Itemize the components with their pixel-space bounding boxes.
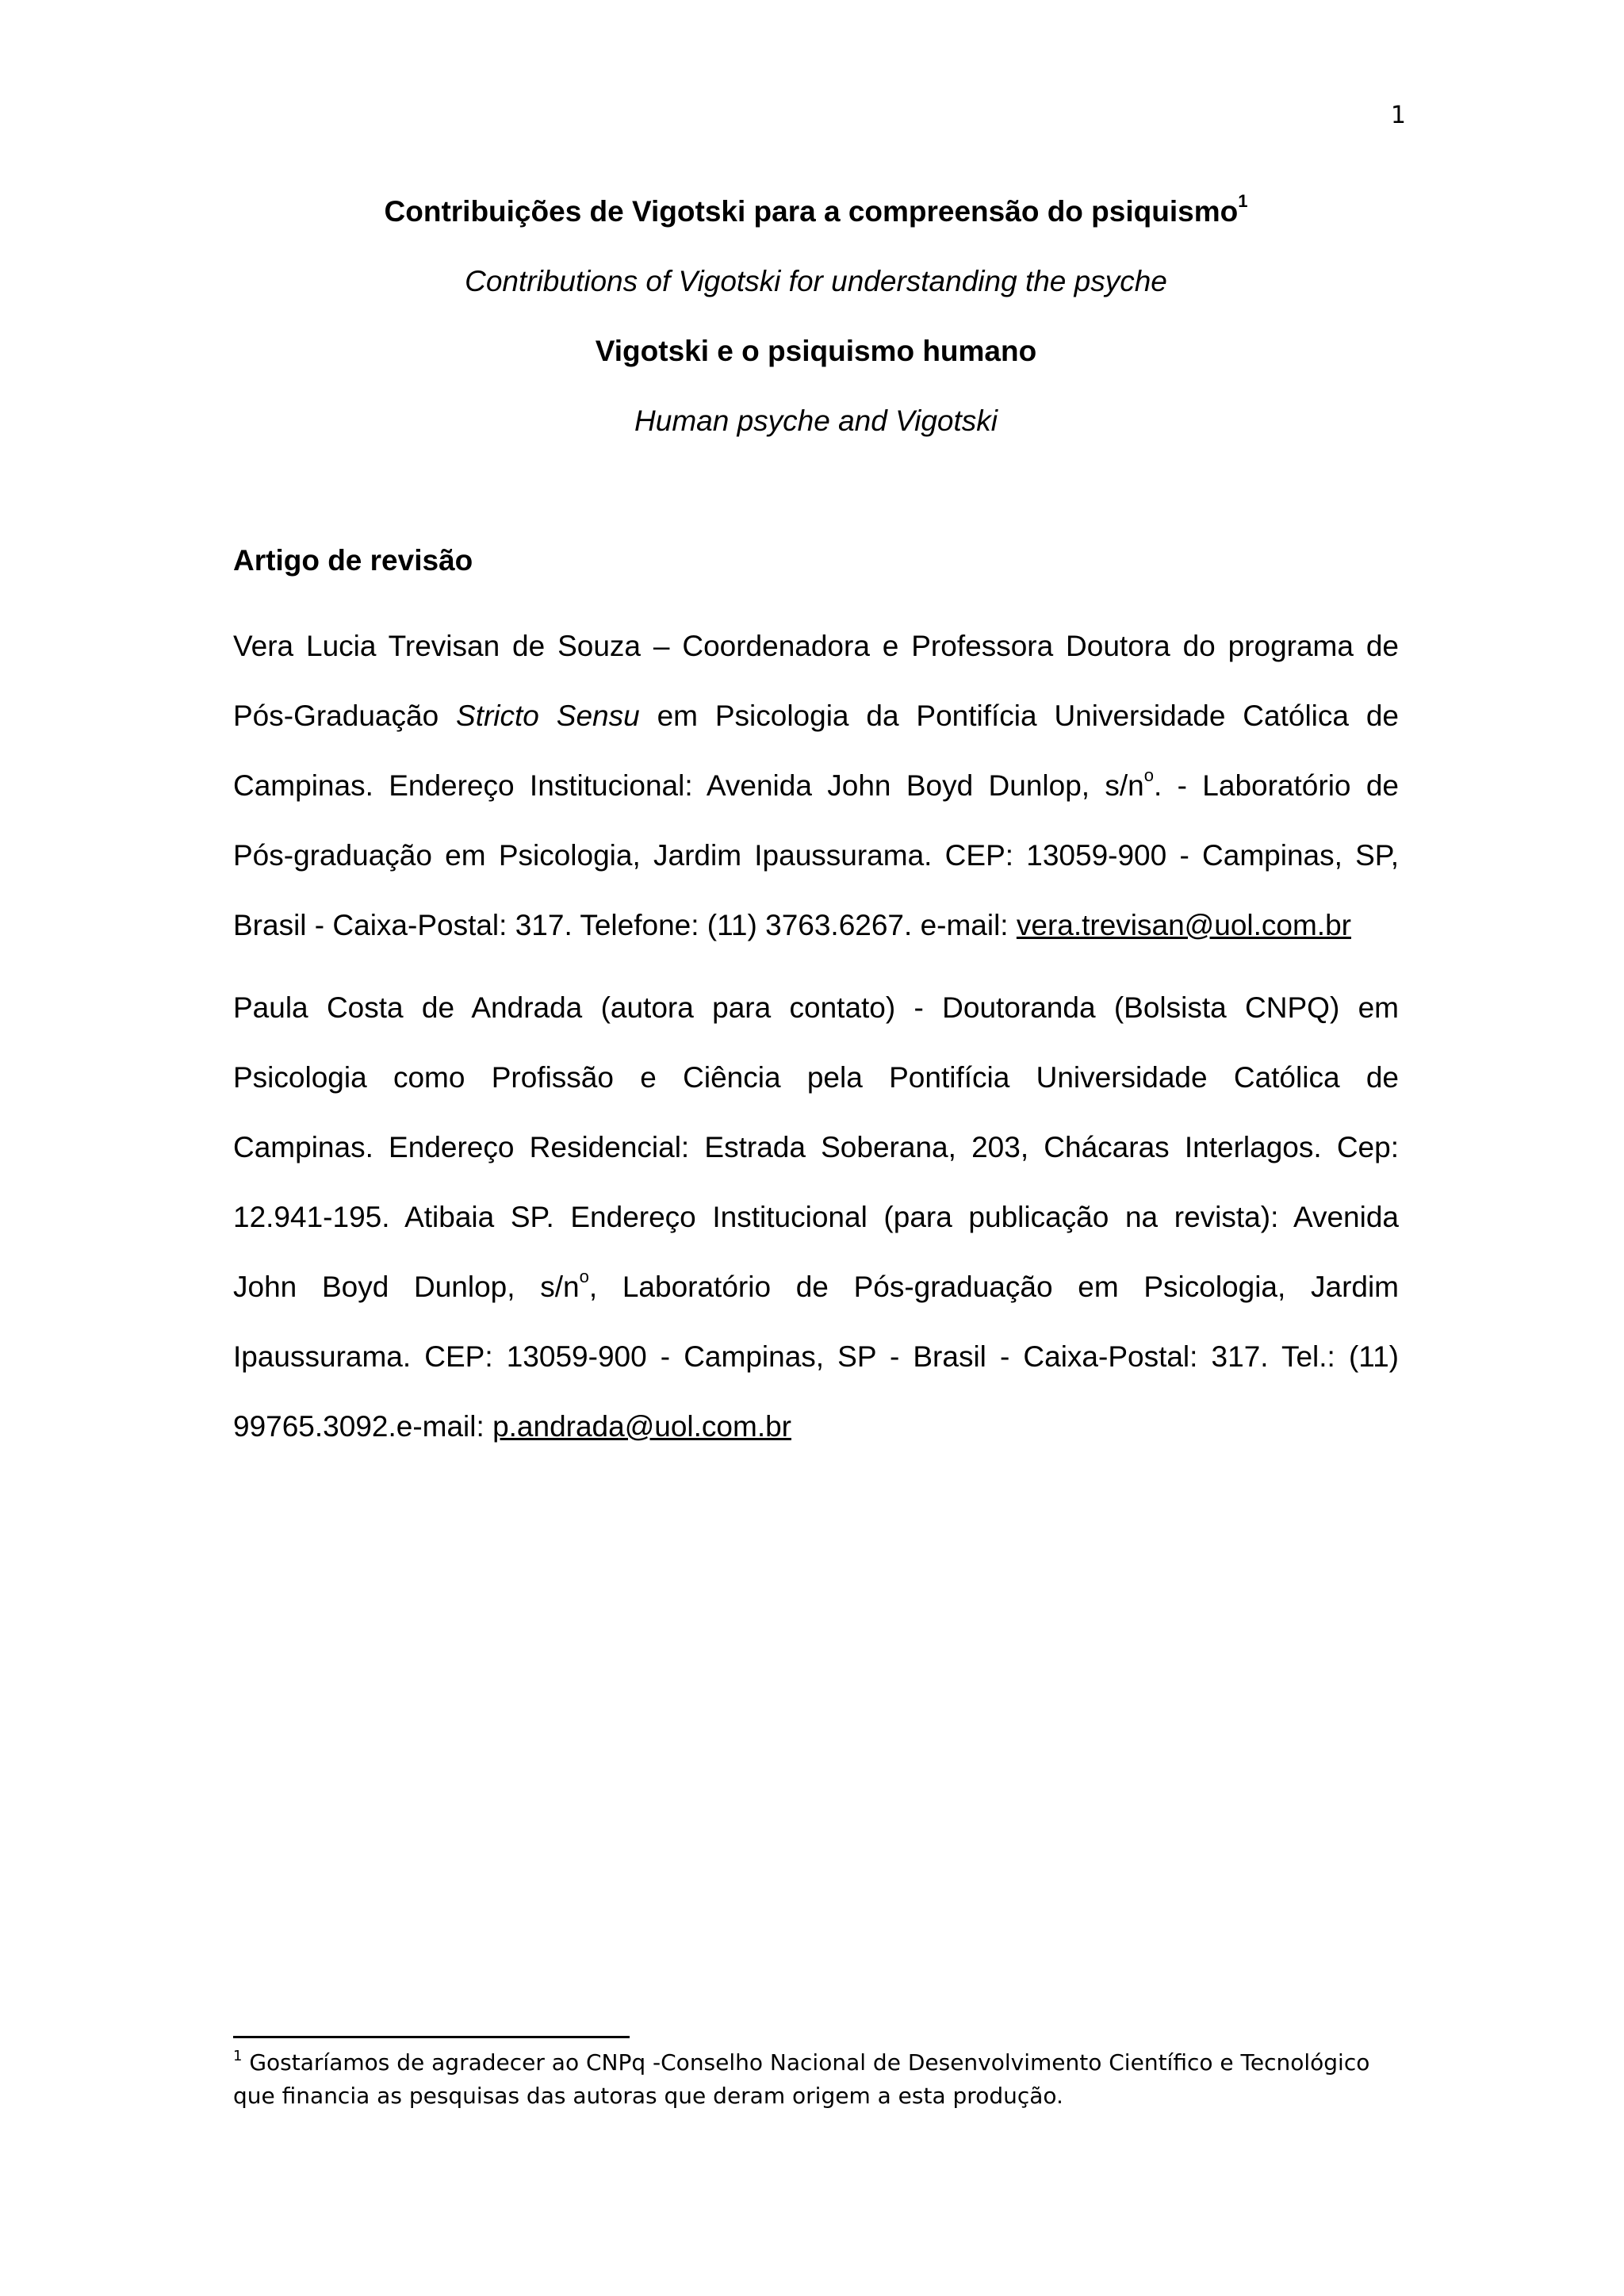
title-portuguese-text: Contribuições de Vigotski para a compreensão do psiquismo [384,195,1239,228]
author-1-text: em Psicologia da Pontifícia Universidade Católica de [639,700,1399,732]
running-title-portuguese: Vigotski e o psiquismo humano [595,335,1037,367]
author-2-line: Ipaussurama. CEP: 13059-900 - Campinas, SP - Brasil - Caixa-Postal: 317. Tel.: (11) [233,1340,1399,1373]
title-portuguese [233,190,1399,260]
author-2-line [233,1266,1399,1336]
author-2-email-link[interactable]: p.andrada@uol.com.br [492,1410,791,1443]
page-number: 1 [1390,102,1406,129]
title-english: Contributions of Vigotski for understanding the psyche [465,265,1167,297]
author-1-email-link[interactable]: vera.trevisan@uol.com.br [1016,909,1351,941]
footnote-reference[interactable]: 1 [1238,191,1248,211]
author-1-text: Pós-Graduação [233,700,457,732]
author-2-text: , Laboratório de Pós-graduação em Psicologia, Jardim [588,1271,1400,1303]
footnote-separator [233,2036,630,2038]
author-1-line [233,695,1399,765]
author-2-text: 99765.3092.e-mail: [233,1410,493,1443]
author-1-text: Brasil - Caixa-Postal: 317. Telefone: (11) 3763.6267. e-mail: [233,909,1017,941]
ordinal-superscript: o [579,1267,589,1286]
author-2-text: John Boyd Dunlop, s/n [233,1271,580,1303]
author-1-line: Pós-graduação em Psicologia, Jardim Ipaussurama. CEP: 13059-900 - Campinas, SP, [233,839,1399,872]
author-1-line: Vera Lucia Trevisan de Souza – Coordenadora e Professora Doutora do programa de [233,630,1399,662]
author-2-line: 12.941-195. Atibaia SP. Endereço Institucional (para publicação na revista): Avenida [233,1201,1399,1233]
author-1-text: Campinas. Endereço Institucional: Avenida John Boyd Dunlop, s/n [233,769,1144,802]
ordinal-superscript: o [1143,765,1155,785]
stricto-sensu-text: Stricto Sensu [456,700,640,732]
author-1-line [233,765,1399,834]
footnote-marker: 1 [233,2048,243,2064]
author-2-line: Paula Costa de Andrada (autora para contato) - Doutoranda (Bolsista CNPQ) em [233,991,1399,1024]
author-2-line [233,1405,1399,1475]
footnote [233,2046,1407,2113]
author-2-line: Psicologia como Profissão e Ciência pela Pontifícia Universidade Católica de [233,1061,1399,1094]
footnote-text: Gostaríamos de agradecer ao CNPq -Conselho Nacional de Desenvolvimento Científico e Tecnológico [242,2049,1370,2076]
author-1-line [233,904,1399,974]
author-1-text: . - Laboratório de [1154,769,1399,802]
author-1-affiliation [233,625,1399,974]
footnote-line [233,2046,1407,2079]
title-block [233,190,1399,470]
running-title-english: Human psyche and Vigotski [634,404,998,437]
author-2-line: Campinas. Endereço Residencial: Estrada Soberana, 203, Chácaras Interlagos. Cep: [233,1131,1399,1163]
author-2-affiliation [233,987,1399,1475]
footnote-line: que financia as pesquisas das autoras que deram origem a esta produção. [233,2083,1063,2109]
article-type-heading: Artigo de revisão [233,544,473,577]
